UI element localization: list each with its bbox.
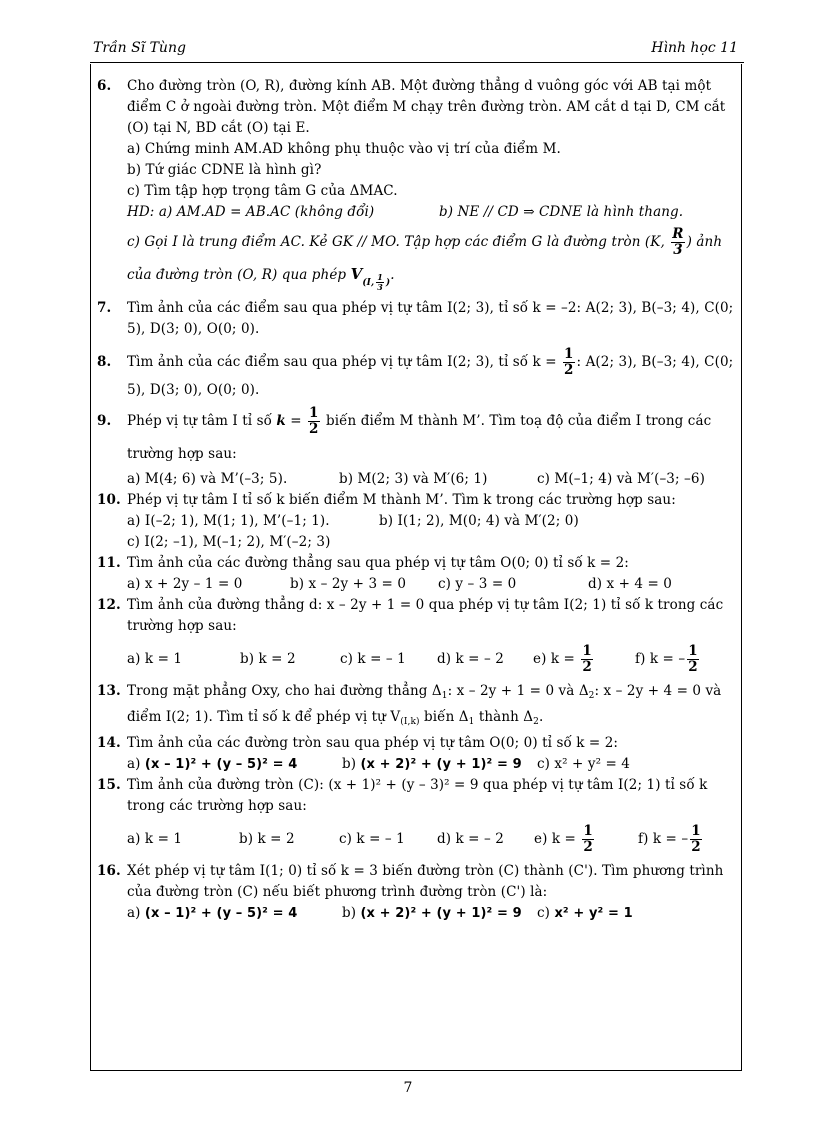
part-a: a) k = 1 bbox=[127, 831, 183, 847]
problem-14 bbox=[97, 733, 737, 775]
problem-number: 14. bbox=[97, 735, 121, 751]
problem-text: Xét phép vị tự tâm I(1; 0) tỉ số k = 3 biến đường tròn (C) thành (C'). Tìm phương trình của đường tròn (C) nếu biết phương trình đường tròn (C') là: bbox=[127, 863, 724, 900]
problem-7 bbox=[97, 298, 737, 340]
problem-text-cont: trường hợp sau: bbox=[127, 446, 237, 462]
part-b: b) x – 2y + 3 = 0 bbox=[290, 576, 407, 592]
part-e: e) k = $\frac{1}{2}$ bbox=[534, 823, 593, 855]
problem-number: 10. bbox=[97, 492, 121, 508]
homothety-subscript: (I, 1 3 ) bbox=[362, 272, 391, 292]
problem-16 bbox=[97, 861, 737, 924]
problem-text: Trong mặt phẳng Oxy, cho hai đường thẳng $\Delta_1$: x – 2y + 1 = 0 và $\Delta_2$: x – 2y + 4 = 0 và bbox=[127, 683, 722, 701]
homothety-symbol: V bbox=[350, 265, 363, 283]
parts-row bbox=[127, 903, 737, 924]
problem-text: Tìm ảnh của đường thẳng d: x – 2y + 1 = 0 qua phép vị tự tâm I(2; 1) tỉ số k trong các trường hợp sau: bbox=[127, 597, 724, 634]
problem-text: Phép vị tự tâm I tỉ số k = $\frac{1}{2}$ biến điểm M thành M’. Tìm toạ độ của điểm I trong các bbox=[127, 405, 712, 437]
header-rule bbox=[90, 62, 744, 63]
problem-text-cont: 5), D(3; 0), O(0; 0). bbox=[127, 382, 260, 398]
part-b: b) I(1; 2), M(0; 4) và M′(2; 0) bbox=[379, 513, 579, 529]
problem-6 bbox=[97, 76, 737, 296]
part-f: f) k = – $\frac{1}{2}$ bbox=[635, 643, 698, 675]
hint-line-2 bbox=[127, 223, 737, 261]
problem-10 bbox=[97, 490, 737, 553]
part-c: c) x² + y² = 4 bbox=[537, 756, 630, 772]
part-c: c) k = – 1 bbox=[340, 651, 406, 667]
header-subject: Hình học 11 bbox=[651, 40, 738, 56]
part-d: d) k = – 2 bbox=[437, 831, 504, 847]
part-d: d) x + 4 = 0 bbox=[588, 576, 672, 592]
part-b: b) (x + 2)² + (y + 1)² = 9 bbox=[342, 756, 522, 772]
part-b: b) k = 2 bbox=[240, 651, 296, 667]
problem-number: 8. bbox=[97, 354, 112, 370]
parts-row bbox=[127, 574, 737, 595]
hint-c: c) Gọi I là trung điểm AC. Kẻ GK // MO. Tập hợp các điểm G là đường tròn (K, bbox=[127, 234, 665, 250]
problem-text-cont: 5), D(3; 0), O(0; 0). bbox=[127, 321, 260, 337]
part-a: a) (x – 1)² + (y – 5)² = 4 bbox=[127, 756, 298, 772]
part-b: b) (x + 2)² + (y + 1)² = 9 bbox=[342, 905, 522, 921]
part-b: b) M(2; 3) và M′(6; 1) bbox=[339, 471, 488, 487]
part-d: d) k = – 2 bbox=[437, 651, 504, 667]
problem-13 bbox=[97, 681, 737, 733]
problem-8 bbox=[97, 344, 737, 401]
problem-11 bbox=[97, 553, 737, 595]
fraction-1-2: $\frac{1}{2}$ bbox=[564, 346, 574, 378]
problem-9 bbox=[97, 403, 737, 490]
problem-number: 9. bbox=[97, 413, 112, 429]
part-e: e) k = $\frac{1}{2}$ bbox=[533, 643, 592, 675]
part-f: f) k = – $\frac{1}{2}$ bbox=[638, 823, 701, 855]
part-c: c) I(2; –1), M(–1; 2), M′(–2; 3) bbox=[127, 534, 331, 550]
parts-row bbox=[127, 754, 737, 775]
problem-number: 16. bbox=[97, 863, 121, 879]
problem-12 bbox=[97, 595, 737, 681]
part-c: c) Tìm tập hợp trọng tâm G của ΔMAC. bbox=[127, 183, 398, 199]
hint-c-cont: của đường tròn (O, R) qua phép bbox=[127, 267, 347, 283]
parts-row bbox=[127, 817, 737, 861]
hint-a: HD: a) AM.AD = AB.AC (không đổi) bbox=[127, 204, 375, 220]
hint-b: b) NE // CD ⇒ CDNE là hình thang. bbox=[439, 204, 684, 220]
part-c: c) y – 3 = 0 bbox=[438, 576, 517, 592]
part-a: a) k = 1 bbox=[127, 651, 183, 667]
page-number: 7 bbox=[403, 1080, 413, 1096]
part-b: b) k = 2 bbox=[239, 831, 295, 847]
problem-number: 13. bbox=[97, 683, 121, 699]
problem-number: 12. bbox=[97, 597, 121, 613]
part-a: a) I(–2; 1), M(1; 1), M’(–1; 1). bbox=[127, 513, 330, 529]
hint-line-1 bbox=[127, 202, 737, 223]
part-a: a) Chứng minh AM.AD không phụ thuộc vào vị trí của điểm M. bbox=[127, 141, 561, 157]
parts-row bbox=[127, 637, 737, 681]
problem-text: Tìm ảnh của các điểm sau qua phép vị tự tâm I(2; 3), tỉ số k = $\frac{1}{2}$ : A(2; 3), B(–3; 4), C(0; bbox=[127, 346, 734, 378]
problem-list bbox=[97, 76, 737, 924]
problem-text-cont: điểm I(2; 1). Tìm tỉ số k để phép vị tự $V_{(I,k)}$ biến $\Delta_1$ thành $\Delta_2$. bbox=[127, 709, 544, 727]
fraction-r-over-3: $\frac{R}{3}$ bbox=[672, 226, 684, 258]
part-a: a) x + 2y – 1 = 0 bbox=[127, 576, 243, 592]
part-c: c) x² + y² = 1 bbox=[537, 905, 633, 921]
problem-text: Tìm ảnh của các đường tròn sau qua phép vị tự tâm O(0; 0) tỉ số k = 2: bbox=[127, 735, 619, 751]
problem-number: 6. bbox=[97, 78, 112, 94]
part-b: b) Tứ giác CDNE là hình gì? bbox=[127, 162, 322, 178]
problem-text: Tìm ảnh của các điểm sau qua phép vị tự tâm I(2; 3), tỉ số k = –2: A(2; 3), B(–3; 4), C(0; bbox=[127, 300, 734, 316]
problem-15 bbox=[97, 775, 737, 861]
fraction-1-2: $\frac{1}{2}$ bbox=[309, 405, 319, 437]
part-a: a) (x – 1)² + (y – 5)² = 4 bbox=[127, 905, 298, 921]
parts-row bbox=[127, 469, 737, 490]
part-a: a) M(4; 6) và M’(–3; 5). bbox=[127, 471, 288, 487]
hint-c-end: ) ảnh bbox=[686, 234, 723, 250]
part-c: c) M(–1; 4) và M′(–3; –6) bbox=[537, 471, 705, 487]
problem-text: Phép vị tự tâm I tỉ số k biến điểm M thành M’. Tìm k trong các trường hợp sau: bbox=[127, 492, 676, 508]
header-author: Trần Sĩ Tùng bbox=[93, 40, 186, 56]
problem-text: Tìm ảnh của đường tròn (C): (x + 1)² + (y – 3)² = 9 qua phép vị tự tâm I(2; 1) tỉ số k trong các trường hợp sau: bbox=[127, 777, 708, 814]
parts-row bbox=[127, 511, 737, 532]
problem-number: 7. bbox=[97, 300, 112, 316]
problem-text: Cho đường tròn (O, R), đường kính AB. Một đường thẳng d vuông góc với AB tại một điểm C ở ngoài đường tròn. Một điểm M chạy trên đường tròn. AM cắt d tại D, CM cắt (O) tại N, BD cắt (O) tại E. bbox=[127, 78, 726, 136]
problem-text: Tìm ảnh của các đường thẳng sau qua phép vị tự tâm O(0; 0) tỉ số k = 2: bbox=[127, 555, 629, 571]
problem-number: 11. bbox=[97, 555, 121, 571]
part-c: c) k = – 1 bbox=[339, 831, 405, 847]
problem-number: 15. bbox=[97, 777, 121, 793]
hint-line-3: của đường tròn (O, R) qua phép $V_{(I, \frac{1}{3} )}$. bbox=[127, 265, 395, 292]
